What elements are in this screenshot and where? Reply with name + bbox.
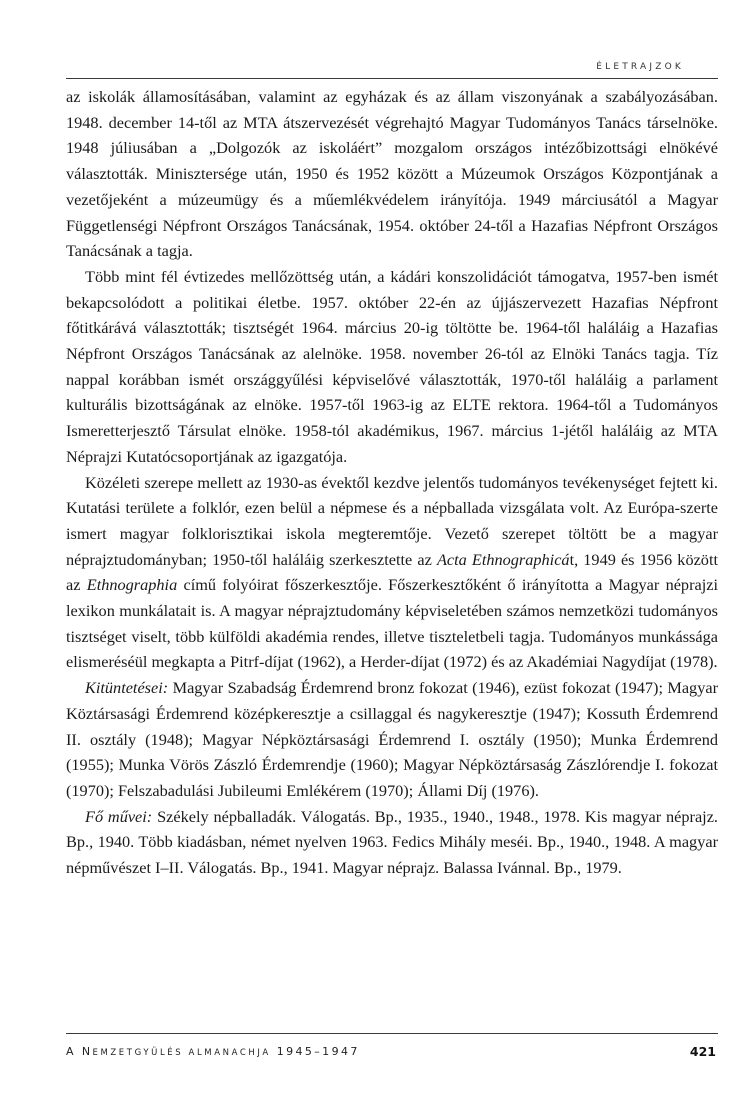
works-text: Székely népballadák. Válogatás. Bp., 1935., 1940., 1948., 1978. Kis magyar néprajz. Bp., 1940. Több kiadásban, német nyelven 1963. Fedics Mihály meséi. Bp., 1940., 1948. A magyar népművészet I–II. Válogatás. Bp., 1941. Magyar néprajz. Balassa Ivánnal. Bp., 1979. bbox=[66, 806, 718, 878]
article-body bbox=[66, 84, 718, 881]
paragraph-1: az iskolák államosításában, valamint az egyházak és az állam viszonyának a szabályozásában. 1948. december 14-től az MTA átszervezését végrehajtó Magyar Tudományos Tanács társelnöke. 1948 júliusában a „Dolgozók az iskoláért” mozgalom országos intézőbizottsági elnökévé választották. Minisztersége után, 1950 és 1952 között a Múzeumok Országos Központjának a vezetőjeként a múzeumügy és a műemlékvédelem irányítója. 1949 márciusától a Magyar Függetlenségi Népfront Országos Tanácsának, 1954. október 24-től a Hazafias Népfront Országos Tanácsának a tagja. bbox=[66, 87, 718, 261]
footer-initial-a: A bbox=[66, 1045, 76, 1058]
awards-label: Kitüntetései: bbox=[85, 678, 169, 698]
page-number: 421 bbox=[689, 1044, 716, 1059]
footer-rule bbox=[66, 1033, 718, 1034]
footer-initial-n: N bbox=[81, 1045, 93, 1058]
paragraph-3-text-b: t, 1949 és 1956 között az bbox=[66, 549, 718, 595]
footer-years: 1945–1947 bbox=[276, 1045, 360, 1058]
running-footer-book-title bbox=[66, 1045, 360, 1058]
paragraph-2: Több mint fél évtizedes mellőzöttség után, a kádári konszolidációt támogatva, 1957-ben ismét bekapcsolódott a politikai életbe. 1957. október 22-én az újjászervezett Hazafias Népfront főtitkárává választották; tisztségét 1964. március 20-ig töltötte be. 1964-től haláláig a Hazafias Népfront Országos Tanácsának az alelnöke. 1958. november 26-tól az Elnöki Tanács tagja. Tíz nappal korábban ismét országgyűlési képviselővé választották, 1970-től haláláig a parlament kulturális bizottságának az elnöke. 1957-től 1963-ig az ELTE rektora. 1964-től a Tudományos Ismeretterjesztő Társulat elnöke. 1958-tól akadémikus, 1967. március 1-jétől haláláig az MTA Néprajzi Kutatócsoportjának az igazgatója. bbox=[66, 266, 718, 466]
paragraph-awards bbox=[66, 675, 718, 804]
paragraph-3-text-c: című folyóirat főszerkesztője. Főszerkesztőként ő irányította a Magyar néprajzi lexikon munkálatait is. A magyar néprajztudomány képviseletében számos nemzetközi tudományos tisztséget viselt, több külföldi akadémia rendes, illetve tiszteletbeli tagja. Tudományos munkássága elismeréséül megkapta a Pitrf-díjat (1962), a Herder-díjat (1972) és az Akadémiai Nagydíjat (1978). bbox=[66, 575, 718, 672]
awards-text: Magyar Szabadság Érdemrend bronz fokozat (1946), ezüst fokozat (1947); Magyar Köztársasági Érdemrend középkeresztje a csillaggal és nagykeresztje (1947); Kossuth Érdemrend II. osztály (1948); Magyar Népköztársasági Érdemrend I. osztály (1950); Munka Érdemrend (1955); Munka Vörös Zászló Érdemrendje (1960); Magyar Népköztársaság Zászlórendje I. fokozat (1970); Felszabadulási Jubileumi Emlékérem (1970); Állami Díj (1976). bbox=[66, 678, 718, 800]
works-label: Fő művei: bbox=[85, 806, 153, 826]
paragraph-3-scholarship bbox=[66, 470, 718, 676]
header-rule bbox=[66, 78, 718, 79]
paragraph-works bbox=[66, 804, 718, 881]
footer-title-rest: EMZETGYÜLÉS ALMANACHJA bbox=[92, 1048, 271, 1058]
journal-title-ethnographia: Ethnographia bbox=[86, 575, 178, 595]
running-header-section: ÉLETRAJZOK bbox=[596, 62, 684, 72]
journal-title-acta: Acta Ethnographicá bbox=[436, 549, 570, 569]
paragraph-3-text-a: Közéleti szerepe mellett az 1930-as évektől kezdve jelentős tudományos tevékenységet fejtett ki. Kutatási területe a folklór, ezen belül a népmese és a népballada vizsgálata volt. Az Európa-szerte ismert magyar folklorisztikai iskola megteremtője. Vezető szerepet töltött be a magyar néprajztudományban; 1950-től haláláig szerkesztette az bbox=[66, 472, 718, 569]
